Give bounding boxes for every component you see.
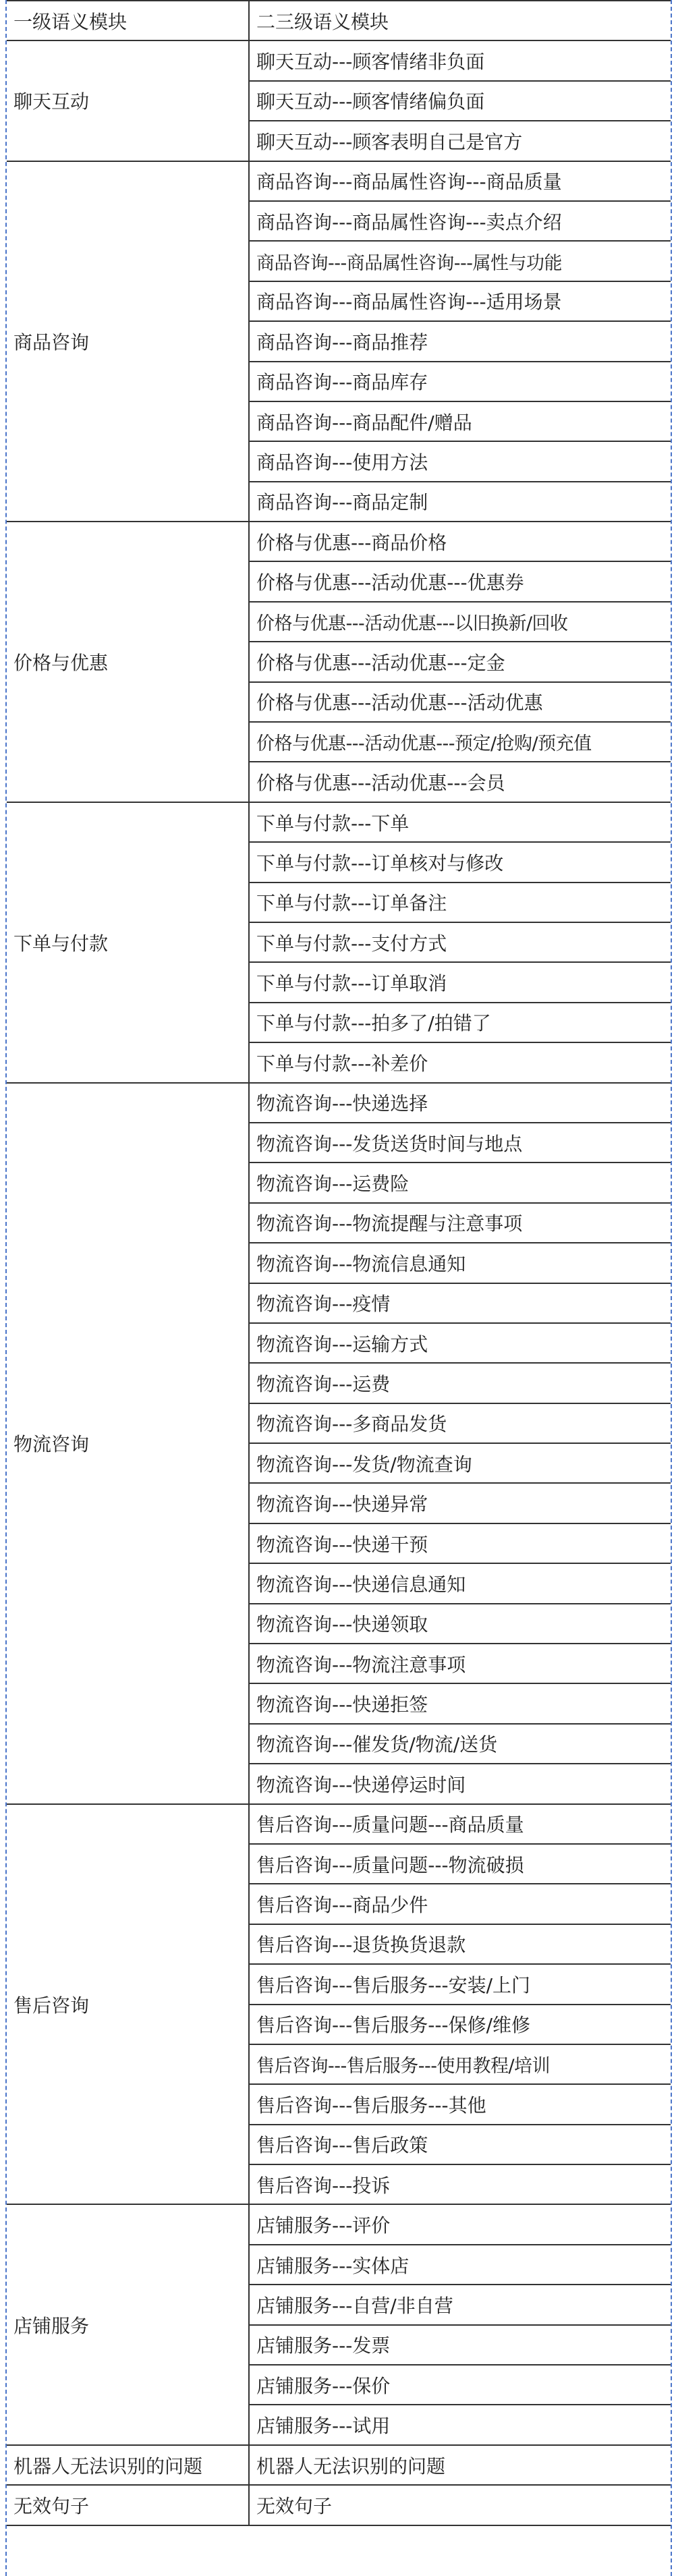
table-row [6, 2485, 672, 2525]
level1-cell: 售后咨询 [6, 1804, 249, 2205]
level2-cell: 店铺服务---试用 [249, 2405, 672, 2444]
level2-cell: 价格与优惠---活动优惠---以旧换新/回收 [249, 602, 672, 642]
level2-cell: 价格与优惠---商品价格 [249, 522, 672, 561]
table-row [6, 40, 672, 80]
level2-cell: 下单与付款---订单取消 [249, 962, 672, 1002]
level2-cell: 价格与优惠---活动优惠---活动优惠 [249, 682, 672, 722]
table-row [6, 522, 672, 561]
level2-cell: 售后咨询---质量问题---商品质量 [249, 1804, 672, 1844]
table-row [6, 1804, 672, 1844]
level2-cell: 商品咨询---商品定制 [249, 482, 672, 522]
level2-cell: 聊天互动---顾客情绪非负面 [249, 40, 672, 80]
level2-cell: 物流咨询---快递停运时间 [249, 1764, 672, 1803]
level2-cell: 物流咨询---物流提醒与注意事项 [249, 1203, 672, 1243]
level2-cell: 售后咨询---退货换货退款 [249, 1924, 672, 1964]
level2-cell: 机器人无法识别的问题 [249, 2445, 672, 2485]
level2-cell: 售后咨询---投诉 [249, 2164, 672, 2204]
header-level1: 一级语义模块 [6, 1, 249, 40]
level2-cell: 物流咨询---物流信息通知 [249, 1243, 672, 1283]
level2-cell: 下单与付款---支付方式 [249, 922, 672, 962]
level2-cell: 物流咨询---疫情 [249, 1283, 672, 1323]
level2-cell: 聊天互动---顾客情绪偏负面 [249, 81, 672, 121]
level2-cell: 售后咨询---售后服务---保修/维修 [249, 2005, 672, 2044]
level2-cell: 店铺服务---保价 [249, 2365, 672, 2405]
level2-cell: 物流咨询---运输方式 [249, 1323, 672, 1363]
level1-cell: 物流咨询 [6, 1083, 249, 1804]
table-header-row [6, 1, 672, 40]
level2-cell: 物流咨询---运费 [249, 1363, 672, 1403]
level2-cell: 物流咨询---发货送货时间与地点 [249, 1123, 672, 1163]
table-row [6, 2445, 672, 2485]
level2-cell: 店铺服务---实体店 [249, 2245, 672, 2285]
level2-cell: 下单与付款---下单 [249, 802, 672, 842]
level2-cell: 商品咨询---商品配件/赠品 [249, 401, 672, 441]
level2-cell: 物流咨询---发货/物流查询 [249, 1443, 672, 1483]
level2-cell: 商品咨询---商品属性咨询---卖点介绍 [249, 201, 672, 241]
level2-cell: 下单与付款---补差价 [249, 1042, 672, 1082]
level2-cell: 物流咨询---物流注意事项 [249, 1644, 672, 1683]
level1-cell: 价格与优惠 [6, 522, 249, 802]
semantic-module-table [5, 0, 672, 2526]
level2-cell: 店铺服务---发票 [249, 2325, 672, 2365]
level2-cell: 下单与付款---订单核对与修改 [249, 842, 672, 882]
level2-cell: 物流咨询---催发货/物流/送货 [249, 1724, 672, 1764]
table-body [6, 40, 672, 2525]
level2-cell: 商品咨询---商品属性咨询---适用场景 [249, 281, 672, 321]
level1-cell: 无效句子 [6, 2485, 249, 2525]
level2-cell: 商品咨询---商品属性咨询---属性与功能 [249, 241, 672, 281]
level2-cell: 物流咨询---快递领取 [249, 1604, 672, 1644]
level2-cell: 物流咨询---快递信息通知 [249, 1563, 672, 1603]
level2-cell: 商品咨询---商品属性咨询---商品质量 [249, 161, 672, 201]
level2-cell: 物流咨询---快递异常 [249, 1483, 672, 1523]
level2-cell: 下单与付款---订单备注 [249, 883, 672, 922]
level1-cell: 聊天互动 [6, 40, 249, 161]
level2-cell: 物流咨询---快递干预 [249, 1523, 672, 1563]
level2-cell: 聊天互动---顾客表明自己是官方 [249, 121, 672, 161]
header-level2: 二三级语义模块 [249, 1, 672, 40]
level1-cell: 店铺服务 [6, 2204, 249, 2444]
level2-cell: 售后咨询---质量问题---物流破损 [249, 1844, 672, 1884]
level2-cell: 售后咨询---商品少件 [249, 1884, 672, 1924]
level2-cell: 物流咨询---运费险 [249, 1163, 672, 1202]
level2-cell: 价格与优惠---活动优惠---定金 [249, 642, 672, 681]
level2-cell: 物流咨询---快递拒签 [249, 1683, 672, 1723]
level2-cell: 店铺服务---自营/非自营 [249, 2285, 672, 2324]
level2-cell: 下单与付款---拍多了/拍错了 [249, 1003, 672, 1042]
level1-cell: 下单与付款 [6, 802, 249, 1083]
level2-cell: 价格与优惠---活动优惠---预定/抢购/预充值 [249, 722, 672, 762]
level2-cell: 物流咨询---多商品发货 [249, 1403, 672, 1443]
level2-cell: 售后咨询---售后服务---其他 [249, 2084, 672, 2124]
level1-cell: 机器人无法识别的问题 [6, 2445, 249, 2485]
table-row [6, 2204, 672, 2244]
table-row [6, 1083, 672, 1123]
level2-cell: 无效句子 [249, 2485, 672, 2525]
level2-cell: 价格与优惠---活动优惠---优惠券 [249, 561, 672, 601]
table-row [6, 161, 672, 201]
level2-cell: 售后咨询---售后政策 [249, 2125, 672, 2164]
level2-cell: 商品咨询---商品库存 [249, 362, 672, 401]
level2-cell: 商品咨询---使用方法 [249, 441, 672, 481]
table-row [6, 802, 672, 842]
level2-cell: 售后咨询---售后服务---安装/上门 [249, 1964, 672, 2004]
level2-cell: 物流咨询---快递选择 [249, 1083, 672, 1123]
level1-cell: 商品咨询 [6, 161, 249, 522]
level2-cell: 价格与优惠---活动优惠---会员 [249, 762, 672, 802]
level2-cell: 售后咨询---售后服务---使用教程/培训 [249, 2044, 672, 2084]
level2-cell: 商品咨询---商品推荐 [249, 321, 672, 361]
level2-cell: 店铺服务---评价 [249, 2204, 672, 2244]
document-page [5, 0, 672, 2576]
